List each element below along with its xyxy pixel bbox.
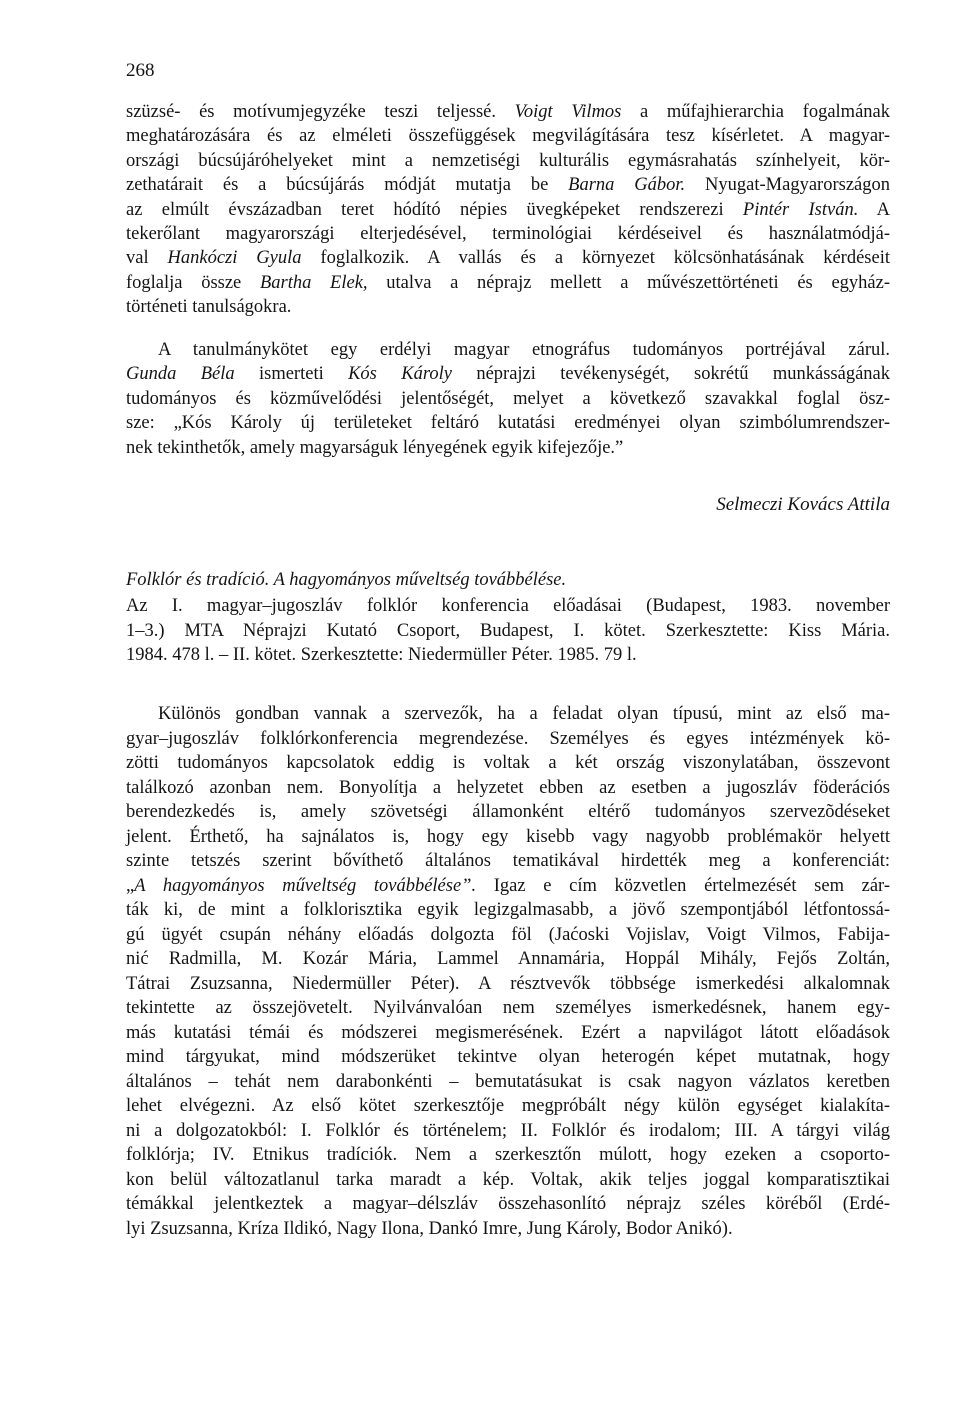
text-line — [126, 100, 890, 125]
text-line — [126, 1119, 890, 1144]
text-line — [158, 338, 890, 363]
text-line — [126, 972, 890, 997]
text-segment: meghatározására és az elméleti összefüggések megvilágítására tesz kísérletet. A magyar- — [126, 126, 890, 147]
text-line — [126, 149, 890, 174]
text-segment: országi búcsújáróhelyeket mint a nemzetiségi kulturális egymásrahatás színhelyeit, kör- — [126, 150, 890, 171]
text-segment: zötti tudományos kapcsolatok eddig is voltak a két ország viszonylatában, összevont — [126, 753, 890, 773]
text-segment: A tanulmánykötet egy erdélyi magyar etnográfus tudományos portréjával zárul. — [158, 340, 890, 360]
text-segment: zethatárait és a búcsújárás módját mutatja be — [126, 175, 569, 196]
text-segment: jelent. Érthető, ha sajnálatos is, hogy egy kisebb vagy nagyobb problémakör helyett — [126, 826, 890, 847]
text-segment: lyi Zsuzsanna, Kríza Ildikó, Nagy Ilona, Dankó Imre, Jung Károly, Bodor Anikó). — [126, 1218, 733, 1239]
text-line — [126, 362, 890, 387]
text-segment: szinte tetszés szerint bővíthető általános tematikával hirdették meg a konferenciát: — [126, 851, 890, 871]
text-line — [126, 246, 890, 271]
text-segment: Különös gondban vannak a szervezők, ha a feladat olyan típusú, mint az első ma- — [158, 704, 890, 724]
text-segment: találkozó azonban nem. Bonyolítja a helyzetet ebben az esetben a jugoszláv föderációs — [126, 777, 890, 798]
text-segment: témákkal jelentkeztek a magyar–délszláv összehasonlító néprajz széles köréből (Erdé- — [126, 1194, 890, 1214]
text-segment: „ — [126, 875, 135, 896]
text-segment: néprajzi tevékenységét, sokrétű munkásságának — [451, 364, 890, 385]
text-segment: berendezkedés is, amely szövetségi államonként eltérő tudományos szervezõdéseket — [126, 802, 890, 822]
text-segment: mind tárgyukat, mind módszerüket tekintve olyan heterogén képet mutatnak, hogy — [126, 1047, 890, 1067]
text-line — [158, 702, 890, 727]
text-line — [126, 619, 890, 644]
text-line — [126, 173, 890, 198]
text-segment: foglalja össze — [126, 272, 260, 293]
text-line — [126, 751, 890, 776]
text-segment: gú ügyét csupán néhány előadás dolgozta föl (Jaćoski Vojislav, Voigt Vilmos, Fabija- — [126, 924, 890, 945]
text-line — [126, 727, 890, 752]
book-title: Folklór és tradíció. A hagyományos műveltség továbbélése. — [126, 570, 567, 590]
text-line — [126, 198, 890, 223]
text-segment: a műfajhierarchia fogalmának — [621, 102, 890, 122]
text-segment: folklórja; IV. Etnikus tradíciók. Nem a szerkesztőn múlott, hogy ezeken a csoporto- — [126, 1145, 890, 1165]
text-line — [126, 800, 890, 825]
text-line — [126, 996, 890, 1021]
text-segment: Nyugat-Magyarországon — [685, 175, 890, 196]
text-line — [126, 849, 890, 874]
text-line — [126, 898, 890, 923]
text-line — [126, 411, 890, 436]
text-line — [126, 643, 637, 668]
text-segment: tekintette az összejövetelt. Nyilvánvalóan nem személyes ismerkedésnek, hanem egy- — [126, 998, 890, 1018]
text-segment: A — [858, 199, 891, 220]
text-line — [126, 776, 890, 801]
text-segment: tekerőlant magyarországi elterjedésével, terminológiai kérdéseivel és használatmódjá- — [126, 224, 890, 244]
text-segment: tudományos és közművelődési jelentőségét, melyet a következő szavakkal foglal ösz- — [126, 388, 890, 409]
text-segment: más kutatási témái és módszerei megismerésének. Ezért a napvilágot látott előadások — [126, 1022, 890, 1043]
text-line — [126, 271, 890, 296]
text-line — [126, 1094, 890, 1119]
text-segment: Az I. magyar–jugoszláv folklór konferencia előadásai (Budapest, 1983. november — [126, 596, 890, 616]
text-segment: az elmúlt évszázadban teret hódító népies üvegképeket rendszerezi — [126, 199, 743, 220]
text-segment: szüzsé- és motívumjegyzéke teszi teljessé. — [126, 102, 515, 122]
text-line — [126, 1192, 890, 1217]
text-segment: 1–3.) MTA Néprajzi Kutató Csoport, Budapest, I. kötet. Szerkesztette: Kiss Mária. — [126, 620, 890, 641]
text-line — [126, 295, 291, 320]
text-segment: történeti tanulságokra. — [126, 297, 292, 318]
italic-name: Kós Károly — [348, 364, 452, 385]
text-segment: lehet elvégezni. Az első kötet szerkesztője megpróbált négy külön egységet kialakíta- — [126, 1096, 890, 1116]
text-line — [126, 1021, 890, 1046]
text-line — [126, 1217, 733, 1242]
text-segment: Igaz e cím közvetlen értelmezését sem zár- — [476, 875, 890, 896]
text-segment: nek tekinthetők, amely magyarságuk lényegének egyik kifejezője.” — [126, 437, 624, 458]
text-line — [126, 1070, 890, 1095]
text-line — [126, 222, 890, 247]
text-segment: sze: „Kós Károly új területeket feltáró kutatási eredményei olyan szimbólumrendszer- — [126, 413, 890, 434]
italic-name: Barna Gábor. — [568, 175, 686, 196]
text-segment: 1984. 478 l. – II. kötet. Szerkesztette: Niedermüller Péter. 1985. 79 l. — [126, 645, 637, 666]
text-line — [126, 387, 890, 412]
italic-name: Gunda Béla — [126, 364, 235, 385]
text-segment: val — [126, 248, 168, 269]
italic-name: Hankóczi Gyula — [167, 248, 302, 269]
text-line — [126, 1168, 890, 1193]
text-line — [126, 825, 890, 850]
text-segment: általános – tehát nem darabonkénti – bemutatásukat is csak nagyon vázlatos keretben — [126, 1071, 890, 1092]
text-line — [126, 947, 890, 972]
italic-name: A hagyományos műveltség továbbélése”. — [134, 875, 477, 896]
text-line — [126, 1143, 890, 1168]
reviewer-signature: Selmeczi Kovács Attila — [716, 494, 890, 515]
italic-name: Bartha Elek, — [259, 272, 368, 293]
page-number: 268 — [126, 60, 155, 81]
text-segment: gyar–jugoszláv folklórkonferencia megrendezése. Személyes és egyes intézmények kö- — [126, 728, 890, 749]
text-line — [126, 874, 890, 899]
italic-name: Voigt Vilmos — [514, 102, 622, 122]
text-segment: ták ki, de mint a folklorisztika egyik legizgalmasabb, a jövő szempontjából létfontossá- — [126, 900, 890, 920]
text-line — [126, 124, 890, 149]
text-segment: utalva a néprajz mellett a művészettörténeti és egyház- — [367, 272, 890, 293]
text-segment: ni a dolgozatokból: I. Folklór és történelem; II. Folklór és irodalom; III. A tárgyi világ — [126, 1120, 890, 1141]
text-line — [126, 923, 890, 948]
text-segment: foglalkozik. A vallás és a környezet kölcsönhatásának kérdéseit — [301, 248, 890, 269]
italic-name: Pintér István. — [742, 199, 859, 220]
text-segment: ismerteti — [234, 364, 349, 385]
text-segment: nić Radmilla, M. Kozár Mária, Lammel Annamária, Hoppál Mihály, Fejős Zoltán, — [126, 949, 890, 969]
text-segment: Tátrai Zsuzsanna, Niedermüller Péter). A résztvevők többsége ismerkedési alkalomnak — [126, 973, 890, 994]
text-line — [126, 436, 623, 461]
text-line — [126, 1045, 890, 1070]
text-line — [126, 594, 890, 619]
text-segment: kon belül változatlanul tarka maradt a kép. Voltak, akik teljes joggal komparatisztikai — [126, 1169, 890, 1190]
